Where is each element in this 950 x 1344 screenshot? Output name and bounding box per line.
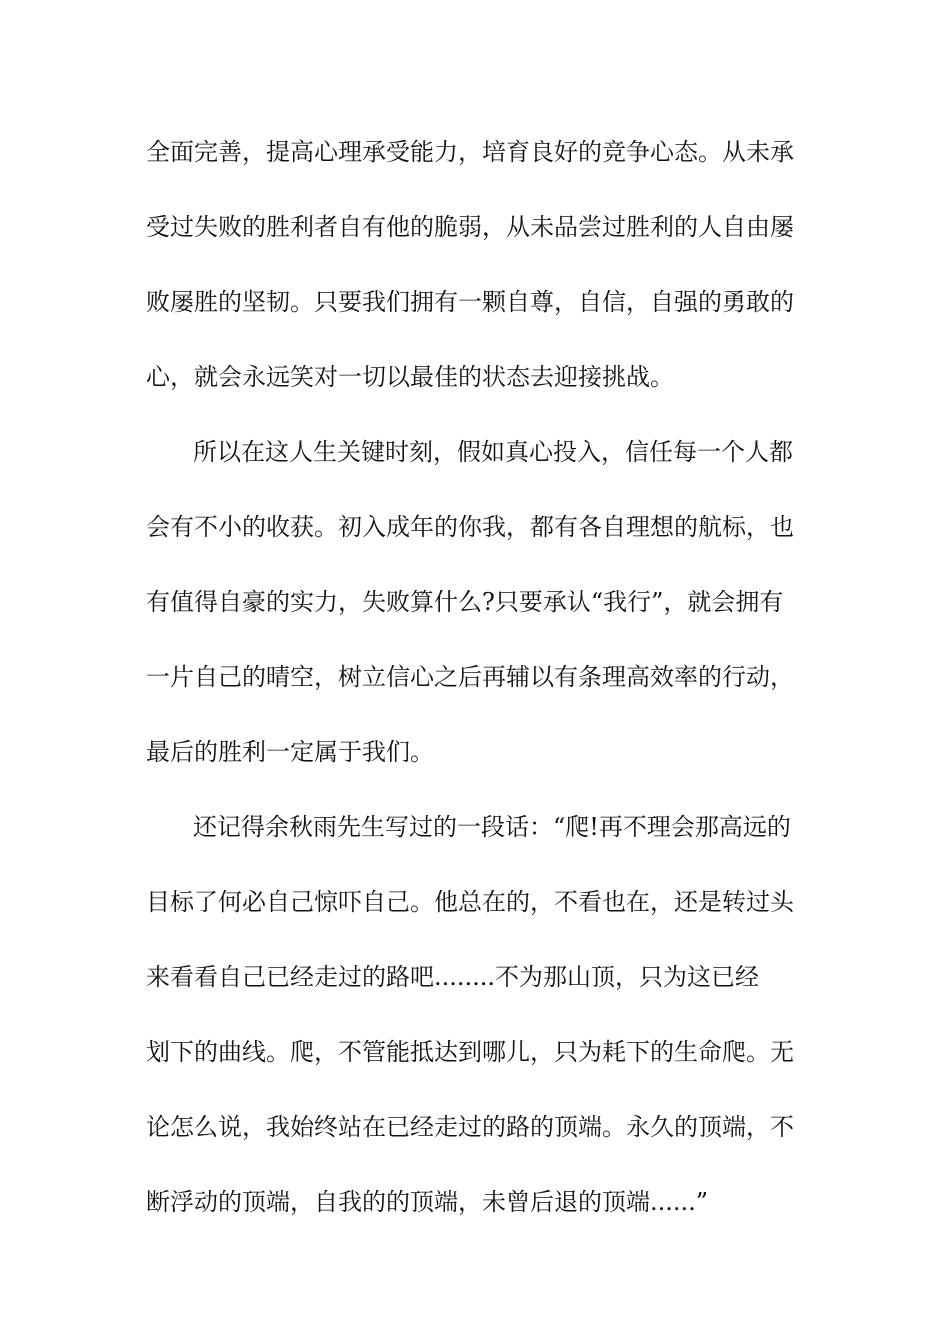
text-line: 划下的曲线。爬，不管能抵达到哪儿，只为耗下的生命爬。无 xyxy=(146,1038,794,1066)
text-line: 断浮动的顶端，自我的的顶端，未曾后退的顶端......” xyxy=(146,1188,709,1216)
text-line: 败屡胜的坚韧。只要我们拥有一颗自尊，自信，自强的勇敢的 xyxy=(146,288,794,316)
text-line: 最后的胜利一定属于我们。 xyxy=(146,738,434,766)
text-line: 会有不小的收获。初入成年的你我，都有各自理想的航标，也 xyxy=(146,513,794,541)
paragraph-first-line: 还记得余秋雨先生写过的一段话：“爬!再不理会那高远的 xyxy=(193,813,791,841)
paragraph-first-line: 所以在这人生关键时刻，假如真心投入，信任每一个人都 xyxy=(193,438,793,466)
text-line: 受过失败的胜利者自有他的脆弱，从未品尝过胜利的人自由屡 xyxy=(146,213,794,241)
text-line: 有值得自豪的实力，失败算什么?只要承认“我行”，就会拥有 xyxy=(146,588,784,616)
text-line: 来看看自己已经走过的路吧........不为那山顶，只为这已经 xyxy=(146,963,760,991)
text-line: 一片自己的晴空，树立信心之后再辅以有条理高效率的行动， xyxy=(146,663,794,691)
text-line: 目标了何必自己惊吓自己。他总在的，不看也在，还是转过头 xyxy=(146,888,794,916)
text-line: 心，就会永远笑对一切以最佳的状态去迎接挑战。 xyxy=(146,363,674,391)
text-line: 全面完善，提高心理承受能力，培育良好的竞争心态。从未承 xyxy=(146,138,794,166)
text-line: 论怎么说，我始终站在已经走过的路的顶端。永久的顶端，不 xyxy=(146,1113,794,1141)
